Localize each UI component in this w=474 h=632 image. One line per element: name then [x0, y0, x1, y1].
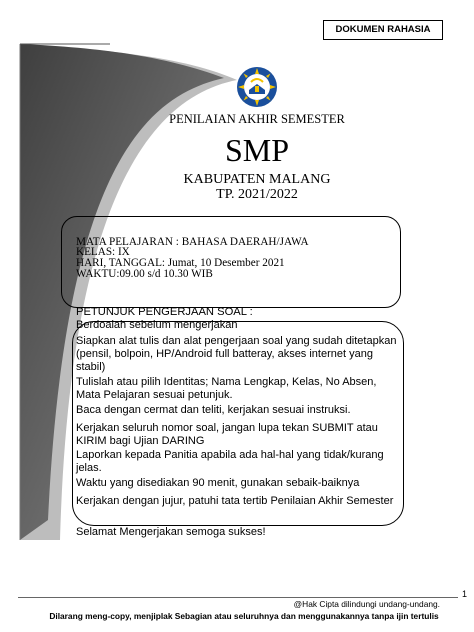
school-level: SMP	[224, 132, 290, 168]
instruction-item: Baca dengan cermat dan teliti, kerjakan sesuai instruksi.	[76, 404, 351, 416]
page-number: 1	[462, 589, 468, 599]
instruction-item: Kerjakan dengan jujur, patuhi tata tertib Penilaian Akhir Semester	[76, 495, 394, 507]
subject-line: MATA PELAJARAN : BAHASA DAERAH/JAWA	[76, 236, 309, 248]
time-line: WAKTU:09.00 s/d 10.30 WIB	[76, 268, 213, 280]
confidential-badge: DOKUMEN RAHASIA	[323, 20, 443, 40]
instruction-item: Laporkan kepada Panitia apabila ada hal-hal yang tidak/kurang jelas.	[76, 449, 384, 474]
date-line: HARI, TANGGAL: Jumat, 10 Desember 2021	[76, 257, 285, 269]
instruction-item: Waktu yang disediakan 90 menit, gunakan sebaik-baiknya	[76, 477, 360, 489]
school-year: TP. 2021/2022	[216, 187, 298, 202]
regency: KABUPATEN MALANG	[183, 172, 331, 187]
class-line: KELAS: IX	[76, 246, 130, 258]
instruction-item: Siapkan alat tulis dan alat pengerjaan soal yang sudah ditetapkan (pensil, bolpoin, HP/Android full batteray, akses internet yang stabil)	[76, 335, 397, 373]
closing-message: Selamat Mengerjakan semoga sukses!	[76, 526, 266, 538]
copy-prohibition-notice: Dilarang meng-copy, menjiplak Sebagian atau seluruhnya dan menggunakannya tanpa ijin tertulis	[49, 611, 439, 621]
exam-title: PENILAIAN AKHIR SEMESTER	[169, 112, 345, 126]
copyright-notice: @Hak Cipta dilindungi undang-undang.	[293, 599, 440, 609]
instruction-item: Kerjakan seluruh nomor soal, jangan lupa tekan SUBMIT atau KIRIM bagi Ujian DARING	[76, 422, 378, 447]
instruction-item: Tulislah atau pilih Identitas; Nama Lengkap, Kelas, No Absen, Mata Pelajaran sesuai petunjuk.	[76, 376, 377, 401]
instruction-item: Berdoalah sebelum mengerjakan	[76, 319, 238, 331]
instructions-heading: PETUNJUK PENGERJAAN SOAL :	[76, 306, 253, 318]
tut-wuri-handayani-logo	[236, 66, 278, 108]
footer-divider	[18, 597, 458, 598]
